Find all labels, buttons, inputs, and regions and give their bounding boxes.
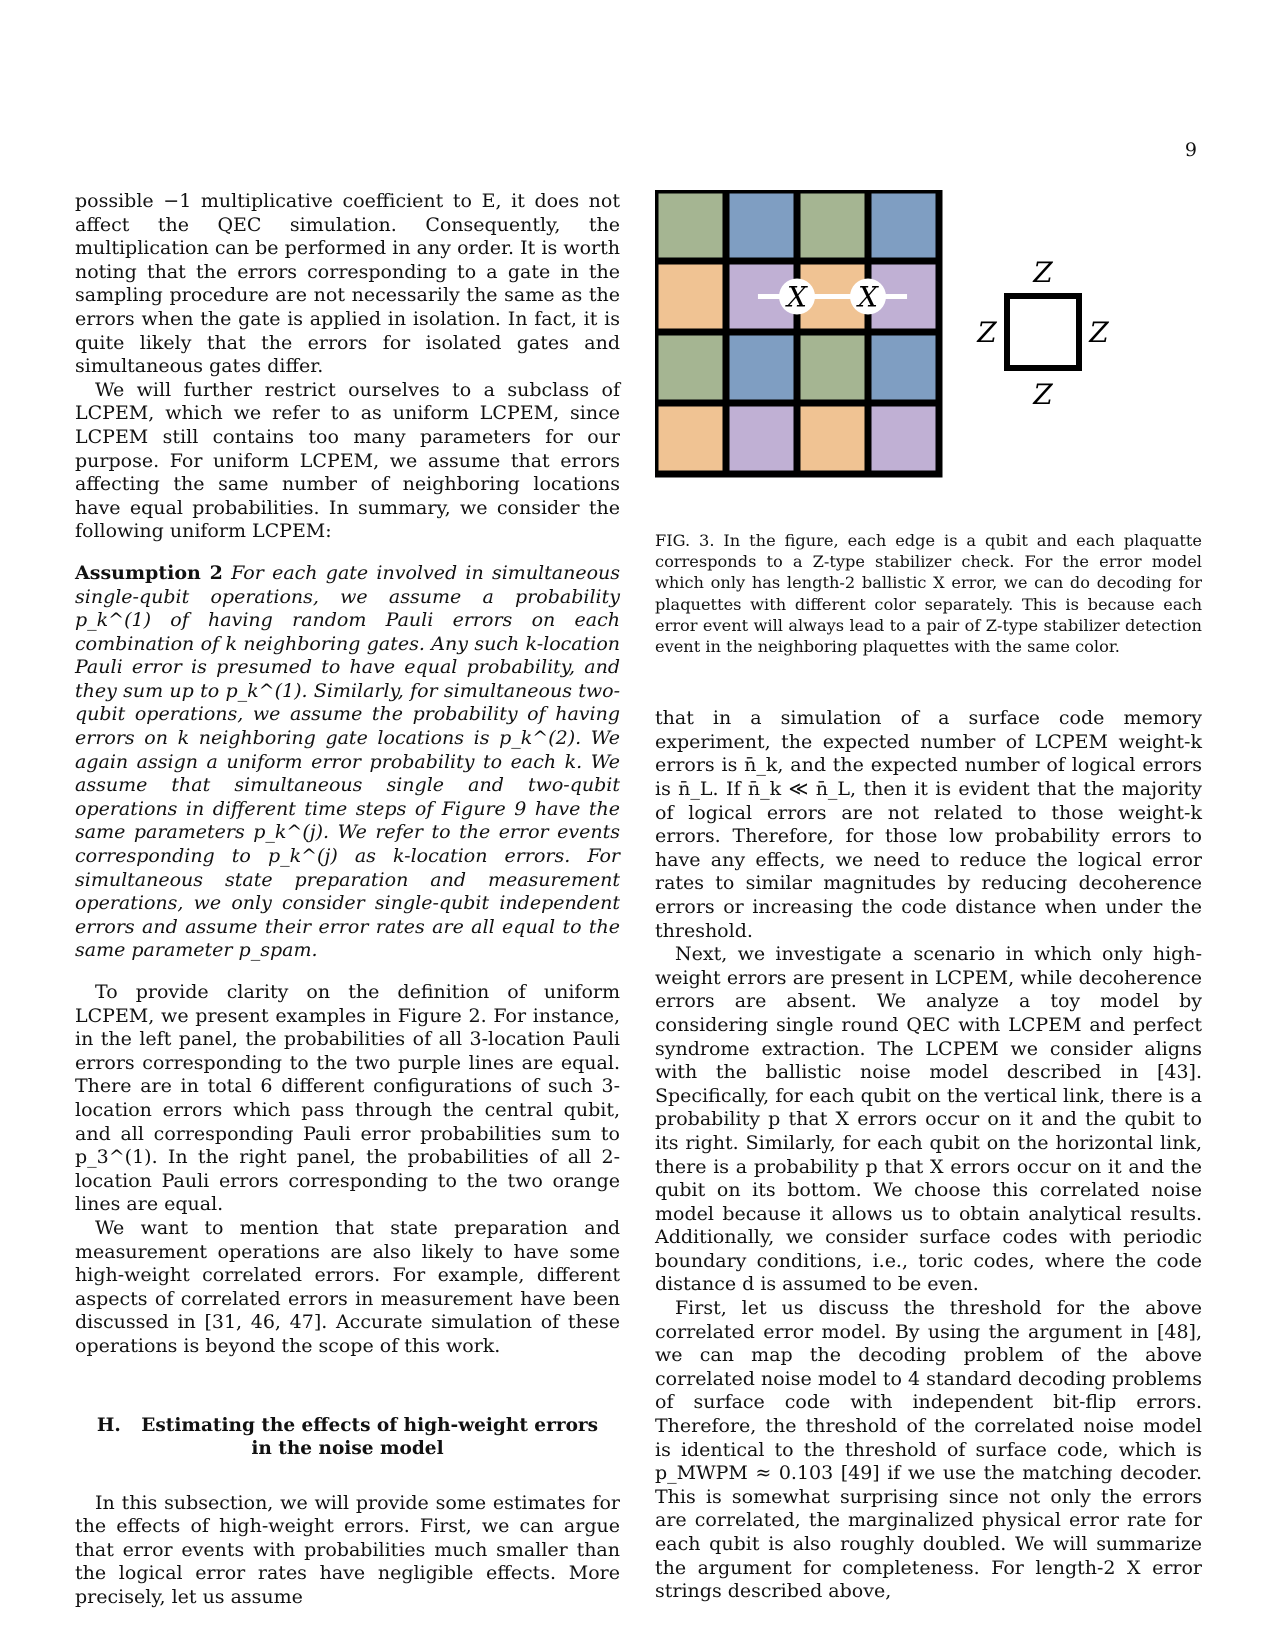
assumption-text: For each gate involved in simultaneous single-qubit operations, we assume a probability p_k^(1) of having random Pauli errors on each combination of k neighboring gates. Any such k-location Pauli error is presumed to have equal probability, and they sum up to p_k^(1). Similarly, for simultaneous two-qubit operations, we assume the probability of having errors on k neighboring gate locations is p_k^(2). We again assign a uniform error probability to each k. We assume that simultaneous single and two-qubit operations in different time steps of Figure 9 have the same parameters p_k^(j). We refer to the error events corresponding to p_k^(j) as k-location errors. For simultaneous state preparation and measurement operations, we only consider single-qubit independent errors and assume their error rates are all equal to the same parameter p_spam. — [75, 561, 620, 962]
paragraph: possible −1 multiplicative coefficient to E, it does not affect the QEC simulation. Consequently, the multiplication can be performed in any order. It is worth noting that the errors corresponding to a gate in the sampling procedure are not necessarily the same as the errors when the gate is applied in isolation. In fact, it is quite likely that the errors for isolated gates and simultaneous gates differ. — [75, 190, 620, 378]
plaquette-green — [655, 332, 726, 403]
x-error-label: X — [858, 280, 878, 314]
plaquette-blue — [868, 190, 939, 261]
plaquette-orange — [655, 403, 726, 474]
paragraph: that in a simulation of a surface code memory experiment, the expected number of LCPEM weight-k errors is n̄_k, and the expected number of logical errors is n̄_L. If n̄_k ≪ n̄_L, then it is evident that the majority of logical errors are not related to those weight-k errors. Therefore, for those low probability errors to have any effects, we need to reduce the logical error rates to similar magnitudes by reducing decoherence errors or increasing the code distance when under the threshold. — [655, 707, 1202, 942]
figure-3 — [655, 190, 1202, 520]
z-label: Z — [1089, 316, 1109, 349]
section-number: H. — [96, 1414, 121, 1436]
paragraph: To provide clarity on the definition of uniform LCPEM, we present examples in Figure 2. For instance, in the left panel, the probabilities of all 3-location Pauli errors corresponding to the two purple lines are equal. There are in total 6 different configurations of such 3-location errors which pass through the central qubit, and all corresponding Pauli error probabilities sum to p_3^(1). In the right panel, the probabilities of all 2-location Pauli errors corresponding to the two orange lines are equal. — [75, 981, 620, 1216]
plaquette-green — [797, 332, 868, 403]
right-column-text — [655, 707, 1202, 1604]
z-stabilizer-square — [1007, 296, 1079, 368]
plaquette-blue — [726, 332, 797, 403]
paragraph: In this subsection, we will provide some estimates for the effects of high-weight errors. First, we can argue that error events with probabilities much smaller than the logical error rates have negligible effects. More precisely, let us assume — [75, 1491, 620, 1608]
plaquette-orange — [797, 403, 868, 474]
paragraph: We want to mention that state preparation and measurement operations are also likely to have some high-weight correlated errors. For example, different aspects of correlated errors in measurement have been discussed in [31, 46, 47]. Accurate simulation of these operations is beyond the scope of this work. — [75, 1216, 620, 1357]
paragraph: Next, we investigate a scenario in which only high-weight errors are present in LCPEM, while decoherence errors are absent. We analyze a toy model by considering single round QEC with LCPEM and perfect syndrome extraction. The LCPEM we consider aligns with the ballistic noise model described in [43]. Specifically, for each qubit on the vertical link, there is a probability p that X errors occur on it and the qubit to its right. Similarly, for each qubit on the horizontal link, there is a probability p that X errors occur on it and the qubit on its bottom. We choose this correlated noise model because it allows us to obtain analytical results. Additionally, we consider surface codes with periodic boundary conditions, i.e., toric codes, where the code distance d is assumed to be even. — [655, 943, 1202, 1296]
plaquette-purple — [726, 403, 797, 474]
section-heading — [75, 1414, 620, 1460]
section-title: Estimating the effects of high-weight errors in the noise model — [141, 1414, 599, 1459]
paragraph: We will further restrict ourselves to a subclass of LCPEM, which we refer to as uniform LCPEM, since LCPEM still contains too many parameters for our purpose. For uniform LCPEM, we assume that errors affecting the same number of neighboring locations have equal probabilities. In summary, we consider the following uniform LCPEM: — [75, 378, 620, 543]
plaquette-blue — [868, 332, 939, 403]
z-label: Z — [977, 316, 997, 349]
plaquette-blue — [726, 190, 797, 261]
plaquette-green — [655, 190, 726, 261]
plaquette-orange — [655, 261, 726, 332]
right-column — [655, 190, 1202, 1604]
figure-caption: FIG. 3. In the figure, each edge is a qubit and each plaquatte corresponds to a Z-type stabilizer check. For the error model which only has length-2 ballistic X error, we can do decoding for plaquettes with different color separately. This is because each error event will always lead to a pair of Z-type stabilizer detection event in the neighboring plaquettes with the same color. — [655, 531, 1202, 657]
plaquette-purple — [868, 403, 939, 474]
paragraph: First, let us discuss the threshold for the above correlated error model. By using the argument in [48], we can map the decoding problem of the above correlated noise model to 4 standard decoding problems of surface code with independent bit-flip errors. Therefore, the threshold of the correlated noise model is identical to the threshold of surface code, which is p_MWPM ≈ 0.103 [49] if we use the matching decoder. This is somewhat surprising since not only the errors are correlated, the marginalized physical error rate for each qubit is also roughly doubled. We will summarize the argument for completeness. For length-2 X error strings described above, — [655, 1297, 1202, 1603]
assumption-label: Assumption 2 — [75, 561, 223, 584]
left-column — [75, 190, 620, 1609]
page-number: 9 — [1184, 139, 1197, 161]
z-label: Z — [1033, 378, 1053, 411]
z-label: Z — [1033, 256, 1053, 289]
assumption-block — [75, 562, 620, 963]
figure-3-graphic — [655, 190, 1202, 520]
x-error-label: X — [787, 280, 807, 314]
plaquette-green — [797, 190, 868, 261]
